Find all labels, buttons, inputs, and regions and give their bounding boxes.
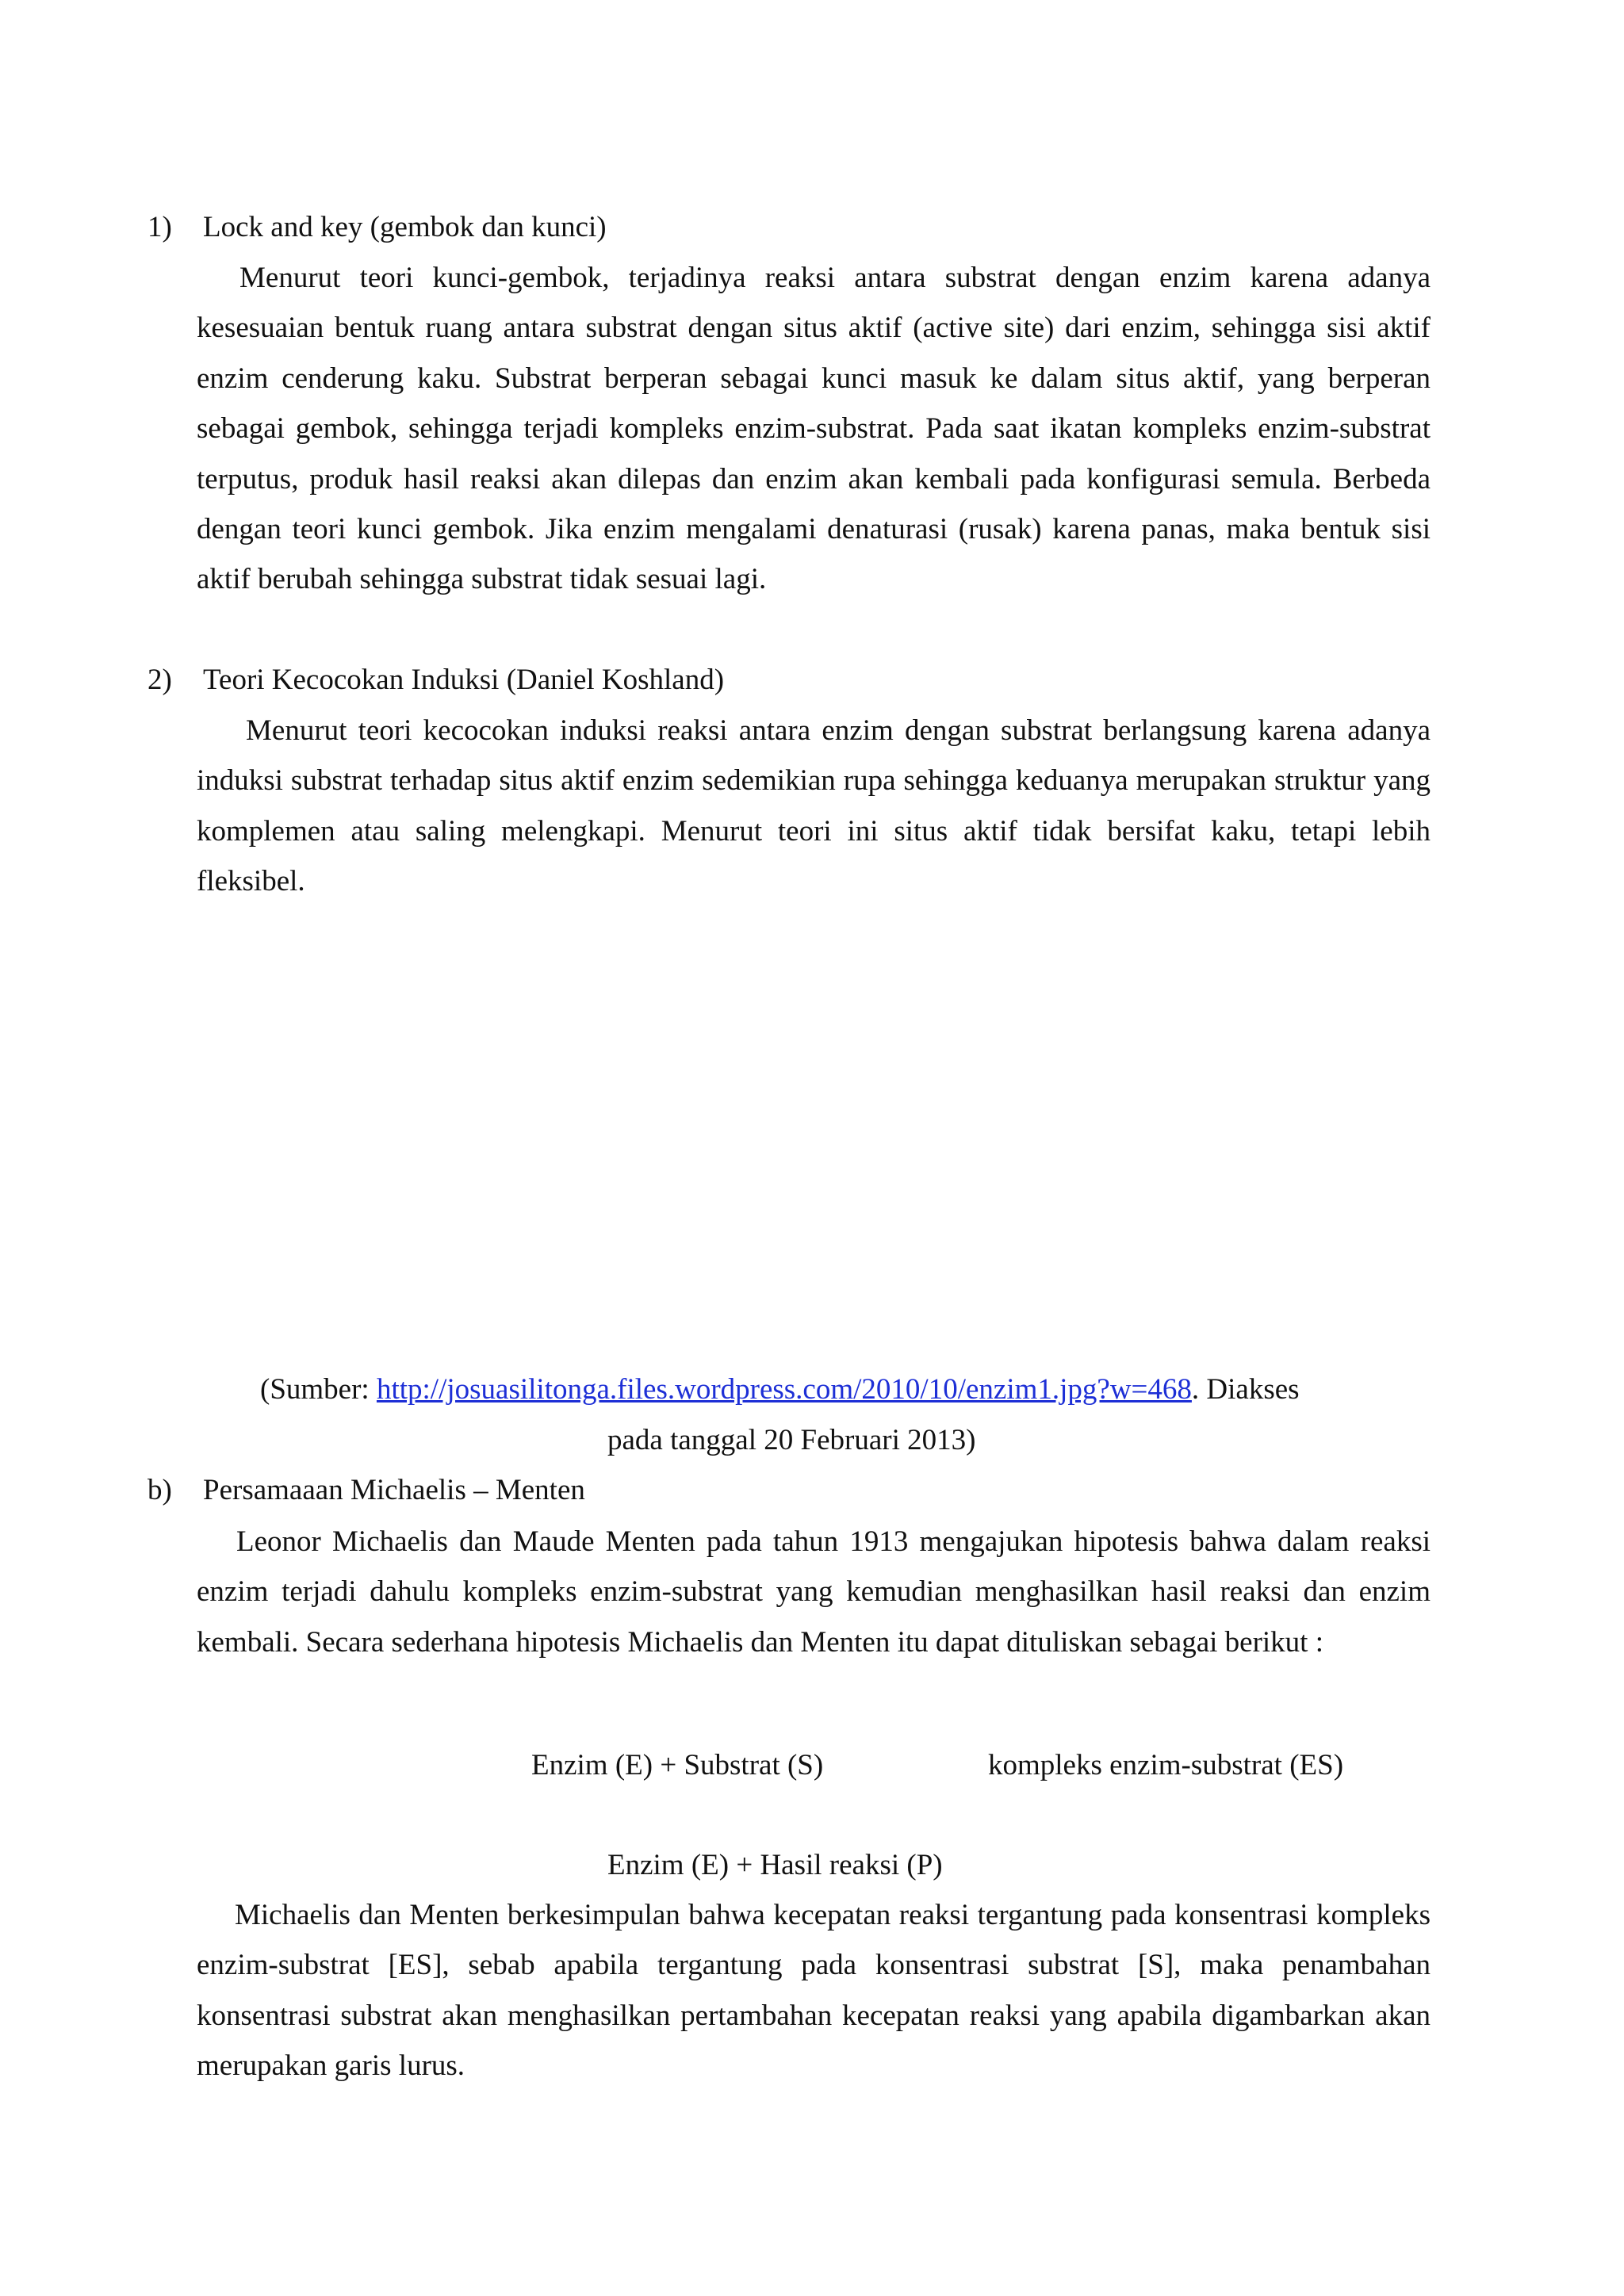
section-b-paragraph-1: Leonor Michaelis dan Maude Menten pada tahun 1913 mengajukan hipotesis bahwa dalam reaksi enzim terjadi dahulu kompleks enzim-substrat yang kemudian menghasilkan hasil reaksi dan enzim kembali. Secara sederhana hipotesis Michaelis dan Menten itu dapat dituliskan sebagai berikut : xyxy=(197,1525,1431,1659)
section-1-paragraph: Menurut teori kunci-gembok, terjadinya reaksi antara substrat dengan enzim karena adanya kesesuaian bentuk ruang antara substrat dengan situs aktif (active site) dari enzim, sehingga sisi aktif enzim cenderung kaku. Substrat berperan sebagai kunci masuk ke dalam situs aktif, yang berperan sebagai gembok, sehingga terjadi kompleks enzim-substrat. Pada saat ikatan kompleks enzim-substrat terputus, produk hasil reaksi akan dilepas dan enzim akan kembali pada konfigurasi semula. Berbeda dengan teori kunci gembok. Jika enzim mengalami denaturasi (rusak) karena panas, maka bentuk sisi aktif berubah sehingga substrat tidak sesuai lagi. xyxy=(197,262,1431,596)
source-link[interactable]: http://josuasilitonga.files.wordpress.com/2010/10/enzim1.jpg?w=468 xyxy=(376,1373,1192,1406)
section-b-paragraph-2: Michaelis dan Menten berkesimpulan bahwa kecepatan reaksi tergantung pada konsentrasi kompleks enzim-substrat [ES], sebab apabila tergantung pada konsentrasi substrat [S], maka penambahan konsentrasi substrat akan menghasilkan pertambahan kecepatan reaksi yang apabila digambarkan akan merupakan garis lurus. xyxy=(197,1899,1431,2083)
section-2-paragraph: Menurut teori kecocokan induksi reaksi antara enzim dengan substrat berlangsung karena adanya induksi substrat terhadap situs aktif enzim sedemikian rupa sehingga keduanya merupakan struktur yang komplemen atau saling melengkapi. Menurut teori ini situs aktif tidak bersifat kaku, tetapi lebih fleksibel. xyxy=(197,714,1431,898)
source-suffix: . Diakses xyxy=(1191,1373,1300,1406)
list-marker: 1) xyxy=(147,211,172,243)
list-marker: b) xyxy=(147,1474,172,1506)
heading-text: Persamaaan Michaelis – Menten xyxy=(203,1474,585,1506)
source-citation xyxy=(260,1372,1300,1408)
section-b-heading xyxy=(147,1472,585,1509)
source-date: pada tanggal 20 Februari 2013) xyxy=(607,1424,976,1456)
section-2-heading xyxy=(147,662,724,698)
equation-right: kompleks enzim-substrat (ES) xyxy=(988,1749,1344,1781)
equation-left: Enzim (E) + Substrat (S) xyxy=(531,1749,824,1781)
section-1-heading xyxy=(147,209,607,246)
list-marker: 2) xyxy=(147,664,172,696)
equation-result: Enzim (E) + Hasil reaksi (P) xyxy=(607,1849,943,1881)
source-prefix: (Sumber: xyxy=(260,1373,377,1406)
heading-text: Lock and key (gembok dan kunci) xyxy=(203,211,607,243)
heading-text: Teori Kecocokan Induksi (Daniel Koshland) xyxy=(203,664,725,696)
